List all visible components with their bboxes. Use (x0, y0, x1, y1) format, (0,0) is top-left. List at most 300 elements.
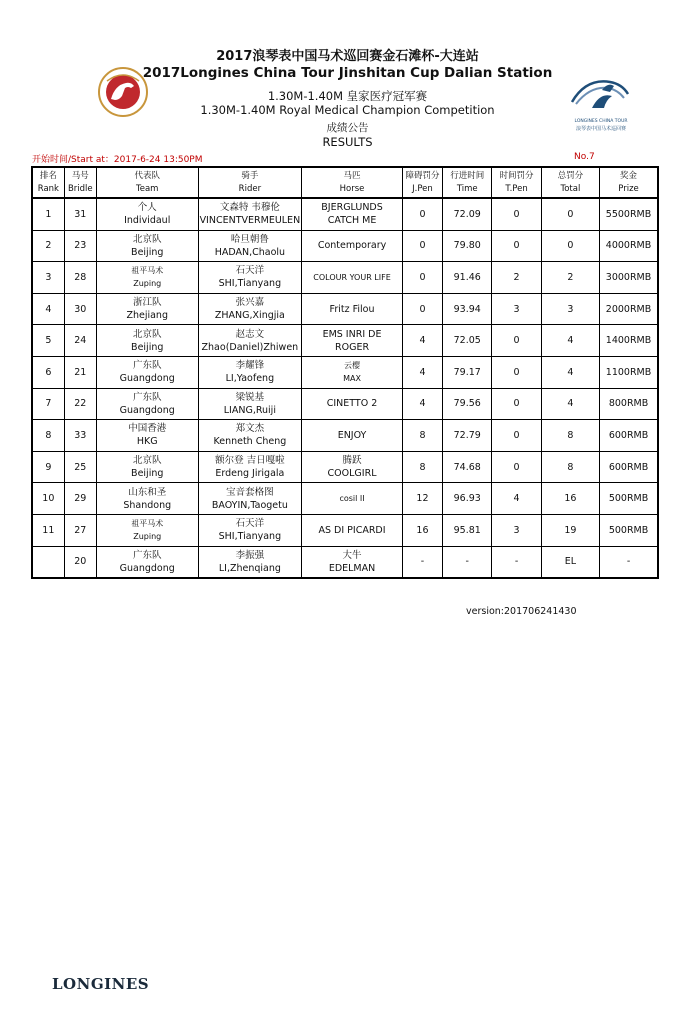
jpen-cell-jpen: 12 (416, 493, 429, 505)
rank-cell-rank: 8 (45, 429, 52, 441)
tpen-cell-tpen: 3 (513, 303, 520, 315)
bridle-cell-bridle: 23 (74, 240, 87, 252)
rank-cell-rank: 1 (45, 208, 52, 220)
rider-cell (198, 514, 302, 546)
rider-cell (198, 356, 302, 388)
prize-cell-prize: 5500RMB (605, 208, 652, 220)
rank-cell-rank: 9 (45, 461, 52, 473)
bridle-cell-bridle: 22 (74, 398, 87, 410)
time-cell (443, 546, 492, 578)
column-header (443, 167, 492, 198)
tpen-cell (492, 198, 541, 230)
column-header (492, 167, 541, 198)
prize-cell (600, 420, 658, 452)
total-cell-total: 0 (567, 240, 574, 252)
prize-cell-prize: 800RMB (608, 398, 649, 410)
rider-cell (198, 262, 302, 294)
rider-cell-rider_en: LI,Zhenqiang (218, 562, 281, 574)
horse-cell (302, 293, 403, 325)
prize-cell-prize: 500RMB (608, 524, 649, 536)
table-row (32, 325, 658, 357)
team-cell-team_cn: 个人 (137, 202, 157, 214)
tpen-cell-tpen: 0 (513, 335, 520, 347)
prize-cell (600, 356, 658, 388)
team-cell (96, 420, 198, 452)
rank-cell (32, 514, 64, 546)
jpen-cell (402, 356, 442, 388)
jpen-cell (402, 388, 442, 420)
jpen-cell (402, 262, 442, 294)
jpen-cell (402, 420, 442, 452)
column-header (198, 167, 302, 198)
class-en: 1.30M-1.40M Royal Medical Champion Competition (200, 103, 495, 117)
total-cell (541, 388, 599, 420)
rider-cell-rider_cn: 文森特 韦穆伦 (219, 202, 280, 214)
rider-cell-rider_en: ZHANG,Xingjia (214, 310, 285, 322)
prize-cell (600, 262, 658, 294)
bridle-cell-bridle: 33 (74, 429, 87, 441)
table-row (32, 198, 658, 230)
horse-cell-horse2: CATCH ME (327, 215, 377, 227)
tpen-cell (492, 546, 541, 578)
total-cell (541, 198, 599, 230)
time-cell (443, 514, 492, 546)
rider-cell-rider_en: SHI,Tianyang (218, 278, 282, 290)
rider-cell (198, 293, 302, 325)
column-header-en: Prize (618, 183, 639, 194)
horse-cell-horse1: 云樱 (344, 361, 361, 371)
jpen-cell (402, 451, 442, 483)
jpen-cell-jpen: 0 (419, 240, 426, 252)
column-header-cn: 奖金 (620, 170, 638, 181)
horse-cell (302, 388, 403, 420)
title-en: 2017Longines China Tour Jinshitan Cup Dalian Station (142, 65, 553, 81)
prize-cell-prize: 1100RMB (605, 366, 652, 378)
rider-cell-rider_cn: 石天洋 (235, 518, 265, 530)
tpen-cell (492, 356, 541, 388)
total-cell-total: 0 (567, 208, 574, 220)
rider-cell (198, 388, 302, 420)
column-header (32, 167, 64, 198)
time-cell-time: 74.68 (453, 461, 481, 473)
table-row (32, 230, 658, 262)
prize-cell (600, 325, 658, 357)
tpen-cell (492, 293, 541, 325)
bridle-cell-bridle: 21 (74, 366, 87, 378)
jpen-cell (402, 230, 442, 262)
horse-cell (302, 514, 403, 546)
rider-cell-rider_en: BAOYIN,Taogetu (211, 499, 288, 511)
horse-cell-horse1: CINETTO 2 (326, 398, 378, 410)
bridle-cell (64, 230, 96, 262)
team-cell (96, 293, 198, 325)
team-cell-team_cn: 祖平马术 (131, 519, 164, 529)
total-cell (541, 230, 599, 262)
team-cell-team_en: HKG (136, 436, 158, 448)
team-cell-team_en: Shandong (123, 499, 172, 511)
bridle-cell (64, 451, 96, 483)
jpen-cell-jpen: 8 (419, 461, 426, 473)
right-logo-caption-en: LONGINES CHINA TOUR (574, 119, 628, 124)
team-cell-team_en: Guangdong (119, 404, 175, 416)
team-cell-team_cn: 广东队 (132, 360, 162, 372)
jpen-cell (402, 483, 442, 515)
rank-cell-rank: 7 (45, 398, 52, 410)
rank-cell (32, 356, 64, 388)
total-cell-total: 8 (567, 429, 574, 441)
total-cell-total: 3 (567, 303, 574, 315)
horse-cell-horse1: 大牛 (342, 549, 362, 561)
total-cell-total: 2 (567, 271, 574, 283)
column-header-en: Bridle (67, 183, 93, 194)
rider-cell-rider_cn: 额尔登 吉日嘎啦 (215, 455, 285, 467)
tpen-cell (492, 514, 541, 546)
team-cell-team_en: Guangdong (119, 373, 175, 385)
team-cell (96, 262, 198, 294)
bridle-cell (64, 420, 96, 452)
class-cn: 1.30M-1.40M 皇家医疗冠军赛 (267, 89, 428, 103)
total-cell-total: 19 (564, 524, 577, 536)
horse-cell (302, 483, 403, 515)
total-cell-total: 4 (567, 398, 574, 410)
tpen-cell (492, 420, 541, 452)
total-cell (541, 325, 599, 357)
table-row (32, 451, 658, 483)
prize-cell-prize: 2000RMB (605, 303, 652, 315)
bridle-cell-bridle: 24 (74, 335, 87, 347)
time-cell (443, 198, 492, 230)
bridle-cell (64, 293, 96, 325)
rider-cell (198, 198, 302, 230)
rider-cell-rider_cn: 郑文杰 (235, 423, 265, 435)
jpen-cell-jpen: 8 (419, 429, 426, 441)
rank-cell (32, 451, 64, 483)
horse-cell-horse1: cosil II (339, 494, 365, 504)
total-cell (541, 451, 599, 483)
sequence-number: No.7 (574, 152, 595, 162)
rank-cell (32, 546, 64, 578)
jpen-cell-jpen: 0 (419, 303, 426, 315)
prize-cell-prize: - (626, 556, 631, 568)
jpen-cell-jpen: 16 (416, 524, 429, 536)
column-header-cn: 马匹 (343, 170, 361, 181)
time-cell-time: 96.93 (453, 493, 481, 505)
column-header-cn: 障碍罚分 (405, 170, 440, 181)
prize-cell-prize: 1400RMB (605, 335, 652, 347)
tpen-cell-tpen: 0 (513, 461, 520, 473)
team-cell (96, 483, 198, 515)
column-header-en: Total (560, 183, 581, 194)
total-cell (541, 356, 599, 388)
rank-cell-rank: 6 (45, 366, 52, 378)
total-cell-total: EL (564, 556, 577, 568)
horse-cell (302, 356, 403, 388)
rider-cell (198, 230, 302, 262)
jpen-cell (402, 325, 442, 357)
prize-cell-prize: 600RMB (608, 429, 649, 441)
rider-cell-rider_en: Zhao(Daniel)Zhiwen (201, 341, 299, 353)
rider-cell (198, 325, 302, 357)
rider-cell (198, 546, 302, 578)
team-cell-team_en: Beijing (131, 246, 164, 258)
team-cell-team_cn: 广东队 (132, 549, 162, 561)
time-cell-time: 93.94 (453, 303, 481, 315)
time-cell-time: 79.80 (453, 240, 481, 252)
prize-cell-prize: 600RMB (608, 461, 649, 473)
bridle-cell (64, 546, 96, 578)
total-cell-total: 8 (567, 461, 574, 473)
team-cell (96, 356, 198, 388)
team-cell-team_cn: 浙江队 (132, 297, 162, 309)
prize-cell (600, 198, 658, 230)
rider-cell-rider_en: SHI,Tianyang (218, 531, 282, 543)
column-header (541, 167, 599, 198)
team-cell-team_en: Guangdong (119, 562, 175, 574)
rider-cell-rider_cn: 石天洋 (235, 265, 265, 277)
tpen-cell-tpen: 3 (513, 524, 520, 536)
prize-cell (600, 388, 658, 420)
table-row (32, 546, 658, 578)
jpen-cell-jpen: 0 (419, 208, 426, 220)
bridle-cell (64, 356, 96, 388)
horse-cell-horse1: EMS INRI DE (322, 328, 382, 340)
team-cell (96, 514, 198, 546)
rank-cell-rank: 5 (45, 335, 52, 347)
team-cell-team_cn: 北京队 (132, 455, 162, 467)
horse-cell (302, 325, 403, 357)
horse-cell (302, 262, 403, 294)
column-header (402, 167, 442, 198)
rider-cell-rider_en: LIANG,Ruiji (223, 404, 276, 416)
results-table (31, 166, 659, 579)
column-header-cn: 行进时间 (450, 170, 485, 181)
rider-cell-rider_en: Kenneth Cheng (213, 436, 287, 448)
team-cell-team_en: Beijing (131, 468, 164, 480)
team-cell-team_cn: 山东和圣 (128, 486, 167, 498)
team-cell (96, 230, 198, 262)
version-label: version:201706241430 (466, 606, 577, 617)
team-cell-team_cn: 广东队 (132, 391, 162, 403)
tpen-cell-tpen: - (514, 556, 519, 568)
prize-cell (600, 293, 658, 325)
results-cn: 成绩公告 (326, 122, 369, 134)
results-en: RESULTS (322, 135, 373, 149)
horse-cell-horse1: Fritz Filou (329, 303, 375, 315)
prize-cell (600, 451, 658, 483)
total-cell (541, 293, 599, 325)
time-cell (443, 293, 492, 325)
horse-cell-horse2: COOLGIRL (327, 468, 377, 480)
total-cell (541, 514, 599, 546)
jpen-cell-jpen: 4 (419, 398, 426, 410)
prize-cell-prize: 4000RMB (605, 240, 652, 252)
tpen-cell (492, 325, 541, 357)
rider-cell-rider_cn: 李耀锋 (235, 360, 265, 372)
team-cell (96, 451, 198, 483)
rank-cell (32, 483, 64, 515)
title-cn: 2017浪琴表中国马术巡回赛金石滩杯-大连站 (216, 49, 479, 64)
horse-cell-horse2: EDELMAN (328, 562, 376, 574)
prize-cell-prize: 3000RMB (605, 271, 652, 283)
bridle-cell (64, 483, 96, 515)
rank-cell (32, 230, 64, 262)
table-row (32, 293, 658, 325)
table-header-row (32, 167, 658, 198)
rank-cell-rank: 4 (45, 303, 52, 315)
rank-cell-rank: 10 (42, 493, 55, 505)
team-cell-team_cn: 中国香港 (128, 423, 167, 435)
rider-cell-rider_en: LI,Yaofeng (225, 373, 275, 385)
column-header-cn: 马号 (71, 170, 89, 181)
rank-cell (32, 198, 64, 230)
time-cell (443, 483, 492, 515)
column-header-en: T.Pen (505, 183, 528, 194)
team-cell-team_en: Zuping (133, 532, 162, 542)
bridle-cell (64, 262, 96, 294)
column-header-en: Time (456, 183, 478, 194)
bridle-cell-bridle: 30 (74, 303, 87, 315)
time-cell (443, 230, 492, 262)
horse-cell-horse1: Contemporary (317, 240, 387, 252)
rank-cell (32, 262, 64, 294)
horse-cell-horse1: ENJOY (337, 429, 367, 441)
rider-cell-rider_en: HADAN,Chaolu (214, 246, 286, 258)
bridle-cell (64, 198, 96, 230)
column-header (96, 167, 198, 198)
time-cell-time: 95.81 (453, 524, 481, 536)
horse-cell-horse1: AS DI PICARDI (318, 524, 386, 536)
jpen-cell (402, 198, 442, 230)
prize-cell (600, 546, 658, 578)
rider-cell-rider_cn: 宝音套格图 (226, 486, 274, 498)
horse-cell-horse1: COLOUR YOUR LIFE (313, 272, 391, 282)
table-row (32, 356, 658, 388)
tpen-cell-tpen: 0 (513, 398, 520, 410)
rider-cell (198, 483, 302, 515)
time-cell (443, 420, 492, 452)
longines-brand-logo: LONGINES (52, 975, 150, 993)
rider-cell-rider_cn: 赵志文 (235, 328, 265, 340)
time-cell (443, 356, 492, 388)
team-cell-team_en: Individaul (124, 215, 171, 227)
prize-cell (600, 514, 658, 546)
column-header (64, 167, 96, 198)
prize-cell (600, 483, 658, 515)
tpen-cell-tpen: 0 (513, 208, 520, 220)
column-header (302, 167, 403, 198)
column-header (600, 167, 658, 198)
table-row (32, 514, 658, 546)
time-cell-time: 79.56 (453, 398, 481, 410)
time-cell (443, 451, 492, 483)
bridle-cell-bridle: 28 (74, 271, 87, 283)
jpen-cell (402, 293, 442, 325)
team-cell-team_cn: 北京队 (132, 233, 162, 245)
total-cell-total: 4 (567, 335, 574, 347)
team-cell (96, 325, 198, 357)
column-header-en: Horse (339, 183, 365, 194)
rider-cell (198, 451, 302, 483)
column-header-cn: 排名 (39, 170, 57, 181)
column-header-en: J.Pen (412, 183, 433, 194)
horse-cell-horse2: ROGER (335, 341, 370, 353)
horse-cell-horse1: 腾跃 (342, 455, 362, 467)
rank-cell (32, 293, 64, 325)
column-header-cn: 代表队 (134, 170, 160, 181)
total-cell (541, 546, 599, 578)
prize-cell (600, 230, 658, 262)
table-row (32, 483, 658, 515)
total-cell-total: 16 (564, 493, 577, 505)
time-cell-time: 72.09 (453, 208, 481, 220)
tpen-cell-tpen: 0 (513, 240, 520, 252)
team-cell (96, 546, 198, 578)
bridle-cell (64, 325, 96, 357)
rider-cell-rider_cn: 梁锐基 (235, 391, 265, 403)
horse-cell-horse1: BJERGLUNDS (321, 202, 383, 214)
rider-cell-rider_en: Erdeng Jirigala (215, 468, 285, 480)
jpen-cell-jpen: - (420, 556, 425, 568)
horse-cell (302, 420, 403, 452)
bridle-cell-bridle: 25 (74, 461, 87, 473)
column-header-cn: 时间罚分 (499, 170, 534, 181)
total-cell (541, 483, 599, 515)
team-cell (96, 198, 198, 230)
team-cell (96, 388, 198, 420)
jpen-cell-jpen: 0 (419, 271, 426, 283)
horse-cell (302, 198, 403, 230)
team-cell-team_en: Beijing (131, 341, 164, 353)
tpen-cell (492, 230, 541, 262)
jpen-cell-jpen: 4 (419, 366, 426, 378)
tpen-cell (492, 451, 541, 483)
tpen-cell-tpen: 4 (513, 493, 520, 505)
horse-cell (302, 546, 403, 578)
rider-cell-rider_en: VINCENTVERMEULEN (199, 215, 301, 227)
rank-cell (32, 388, 64, 420)
column-header-cn: 总罚分 (557, 170, 584, 181)
horse-cell-horse2: MAX (343, 374, 361, 384)
total-cell (541, 262, 599, 294)
time-cell-time: 79.17 (453, 366, 481, 378)
bridle-cell-bridle: 20 (74, 556, 87, 568)
time-cell-time: 72.05 (453, 335, 481, 347)
bridle-cell (64, 388, 96, 420)
table-row (32, 262, 658, 294)
team-cell-team_cn: 祖平马术 (131, 266, 164, 276)
table-row (32, 388, 658, 420)
tpen-cell (492, 388, 541, 420)
bridle-cell (64, 514, 96, 546)
tpen-cell-tpen: 0 (513, 429, 520, 441)
jpen-cell (402, 514, 442, 546)
jpen-cell-jpen: 4 (419, 335, 426, 347)
bridle-cell-bridle: 27 (74, 524, 87, 536)
rank-cell-rank: 3 (45, 271, 52, 283)
rank-cell (32, 325, 64, 357)
jpen-cell (402, 546, 442, 578)
rider-cell-rider_cn: 哈旦朝鲁 (230, 233, 269, 245)
time-cell-time: - (465, 556, 469, 568)
column-header-en: Rider (238, 183, 262, 194)
column-header-cn: 骑手 (241, 170, 259, 181)
total-cell-total: 4 (567, 366, 574, 378)
horse-cell (302, 230, 403, 262)
column-header-en: Team (135, 183, 159, 194)
start-time: 开始时间/Start at：2017-6-24 13:50PM (32, 155, 203, 165)
tpen-cell-tpen: 2 (513, 271, 520, 283)
rank-cell-rank: 11 (42, 524, 55, 536)
